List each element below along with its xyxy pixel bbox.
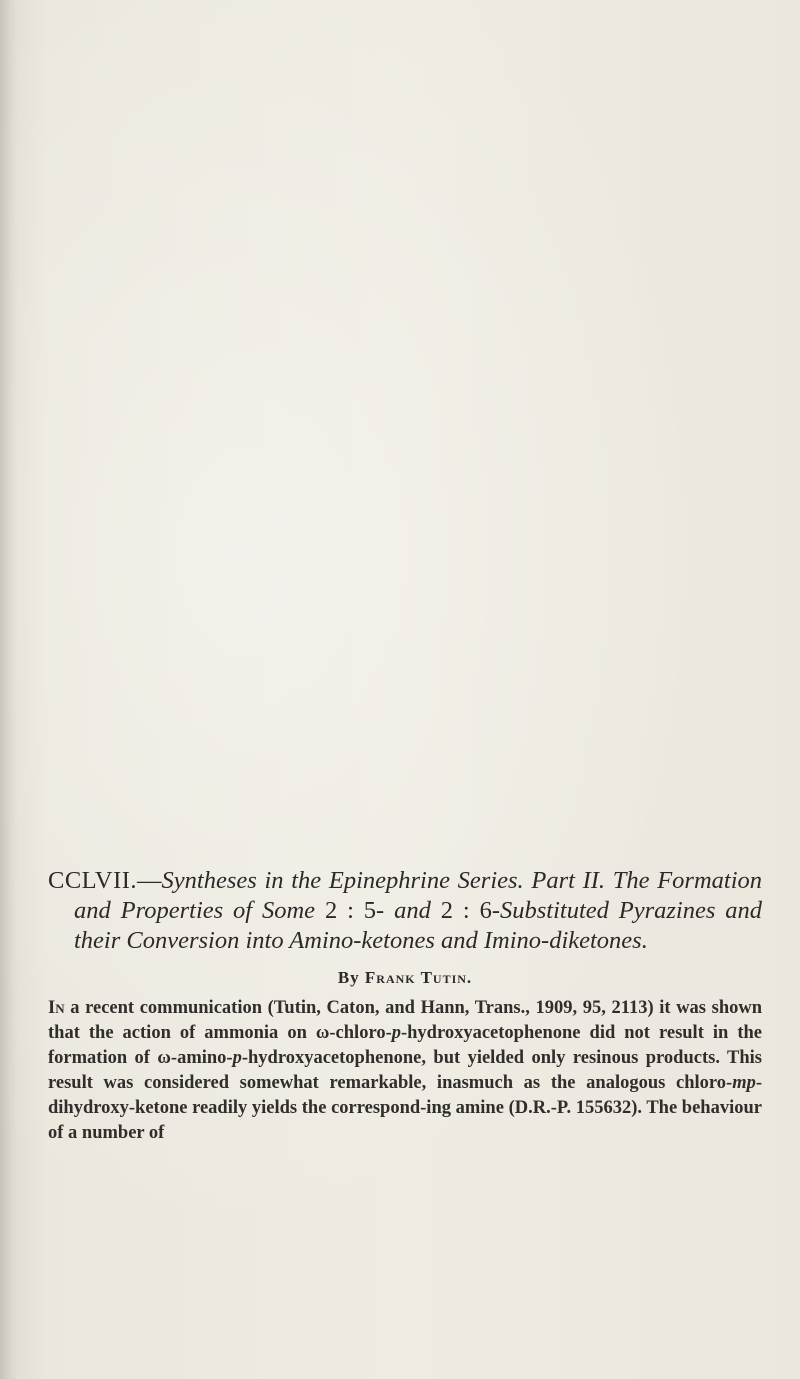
byline-prefix: By <box>337 968 360 987</box>
article-title <box>48 866 762 956</box>
paragraph-segment-3: -hydroxyacetophenone, but yielded only resinous products. This result was considered somewhat remarkable, inasmuch as the analogous chloro- <box>48 1048 762 1093</box>
title-part3: Substituted Pyrazines and their Conversion into Amino-ketones and Imino-diketones. <box>74 897 763 954</box>
paragraph-segment-4: -dihydroxy-ketone readily yields the correspond-ing amine (D.R.-P. 155632). The behaviour of a number of <box>48 1073 762 1143</box>
article-number: CCLVII. <box>48 867 138 894</box>
paragraph-segment-1: a recent communication (Tutin, Caton, and Hann, Trans., 1909, 95, 2113) it was shown that the action of ammonia on ω-chloro- <box>48 998 763 1043</box>
para-italic-p1: p <box>391 1023 401 1043</box>
byline <box>48 968 762 988</box>
paragraph-lead: In <box>48 998 65 1018</box>
title-ratio1: 2 : 5- <box>324 897 385 924</box>
author-name: Frank Tutin. <box>364 968 473 987</box>
title-part2: The Formation and Properties of Some <box>74 867 762 924</box>
para-italic-p2: p <box>232 1048 242 1068</box>
paragraph-segment-2: -hydroxyacetophenone did not result in the formation of ω-amino- <box>48 1023 762 1068</box>
title-and: and <box>394 897 431 924</box>
title-ratio2: 2 : 6- <box>440 897 500 924</box>
page-binding-shadow <box>0 0 18 1379</box>
body-paragraph <box>48 996 762 1146</box>
article <box>48 866 762 1146</box>
para-italic-mp: mp <box>732 1073 756 1093</box>
title-dash: — <box>137 867 162 894</box>
title-part1: Syntheses in the Epinephrine Series. Part II. <box>161 867 606 894</box>
